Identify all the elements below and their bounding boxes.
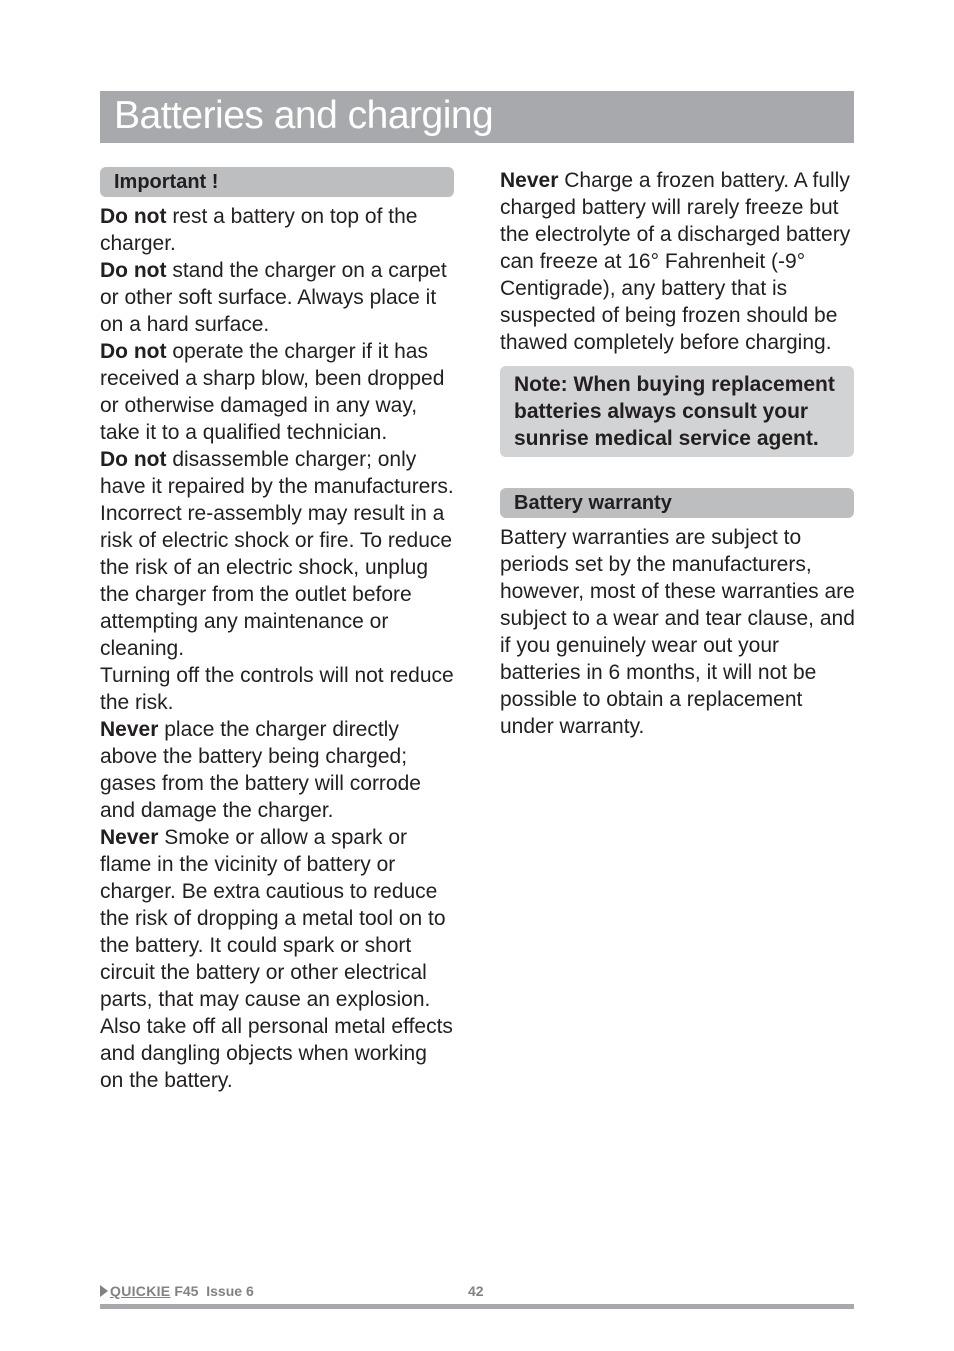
paragraph-lead: Do not (100, 259, 167, 282)
battery-warranty-heading: Battery warranty (500, 488, 854, 518)
right-column (500, 167, 856, 740)
paragraph-lead: Never (100, 718, 159, 741)
brand-triangle-icon (100, 1285, 108, 1297)
paragraph-text: Smoke or allow a spark or flame in the vicinity of battery or charger. Be extra cautious to reduce the risk of dropping a metal tool on to the battery. It could spark or short circuit the battery or other electrical parts, that may cause an explosion. Also take off all personal metal effects and dangling objects when working on the battery. (100, 826, 453, 1092)
paragraph (100, 662, 456, 716)
left-body (100, 203, 456, 1094)
paragraph (100, 338, 456, 446)
paragraph-text: Turning off the controls will not reduce the risk. (100, 664, 454, 714)
paragraph-text: rest a battery on top of the charger. (100, 205, 418, 255)
paragraph-text: stand the charger on a carpet or other soft surface. Always place it on a hard surface. (100, 259, 447, 336)
paragraph-text: place the charger directly above the battery being charged; gases from the battery will corrode and damage the charger. (100, 718, 421, 822)
paragraph (100, 257, 456, 338)
left-column (100, 167, 456, 1094)
paragraph-lead: Do not (100, 448, 167, 471)
footer-rule (100, 1304, 854, 1309)
paragraph-lead: Never (100, 826, 159, 849)
page-number: 42 (468, 1283, 484, 1299)
paragraph (100, 446, 456, 662)
warranty-paragraph: Battery warranties are subject to periods set by the manufacturers, however, most of these warranties are subject to a wear and tear clause, and if you genuinely wear out your batteries in 6 months, it will not be possible to obtain a replacement under warranty. (500, 526, 855, 738)
frozen-battery-paragraph (500, 167, 856, 356)
note-line: sunrise medical service agent. (514, 427, 819, 450)
model-name: F45 (174, 1283, 199, 1299)
paragraph (100, 203, 456, 257)
important-heading: Important ! (100, 167, 454, 197)
paragraph-lead: Never (500, 169, 559, 192)
page-title: Batteries and charging (114, 94, 494, 137)
note-line: Note: When buying replacement (514, 373, 835, 396)
paragraph (100, 716, 456, 824)
paragraph-text: operate the charger if it has received a sharp blow, been dropped or otherwise damaged in any way, take it to a qualified technician. (100, 340, 445, 444)
paragraph (100, 824, 456, 1094)
paragraph-text: Charge a frozen battery. A fully charged battery will rarely freeze but the electrolyte of a discharged battery can freeze at 16° Fahrenheit (-9° Centigrade), any battery that is suspected of being frozen should be thawed completely before charging. (500, 169, 851, 354)
footer-brand (100, 1283, 254, 1299)
footer (100, 1283, 854, 1303)
title-bar (100, 91, 854, 143)
replacement-note (500, 366, 854, 457)
paragraph-lead: Do not (100, 205, 167, 228)
paragraph-text: disassemble charger; only have it repaired by the manufacturers. Incorrect re-assembly may result in a risk of electric shock or fire. To reduce the risk of an electric shock, unplug the charger from the outlet before attempting any maintenance or cleaning. (100, 448, 454, 660)
note-line: batteries always consult your (514, 400, 809, 423)
paragraph-lead: Do not (100, 340, 167, 363)
issue-label: Issue 6 (206, 1283, 254, 1299)
quickie-logo: QUICKIE (110, 1283, 171, 1299)
